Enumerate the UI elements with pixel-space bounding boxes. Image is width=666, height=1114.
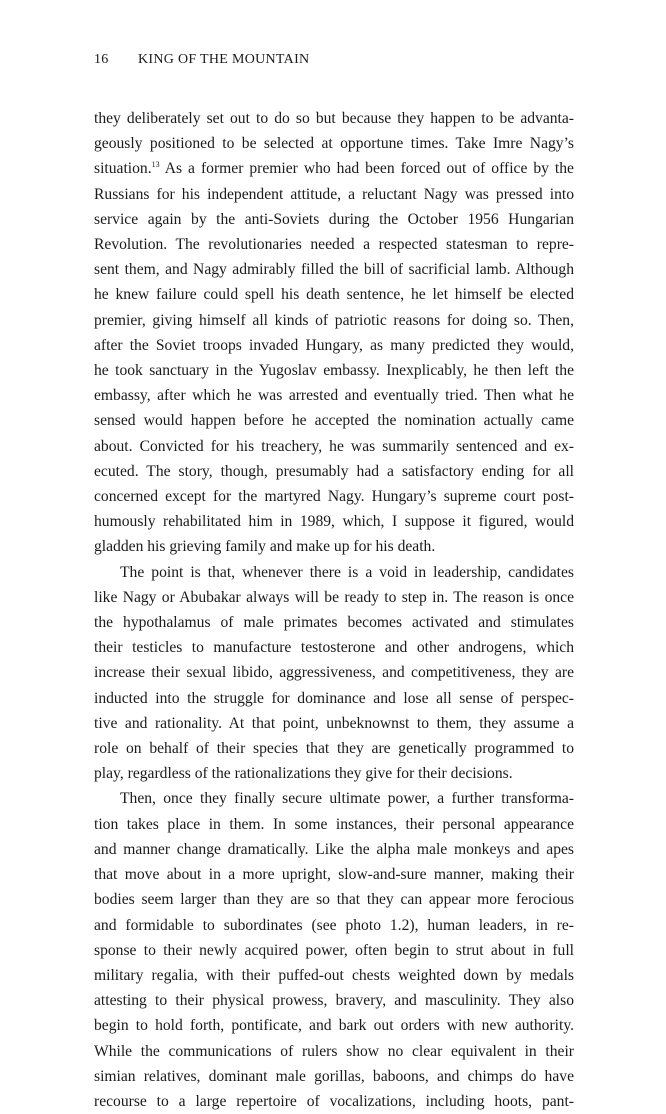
- text-line: like Nagy or Abubakar always will be ready to step in. The reason is once: [94, 588, 574, 606]
- text-line: bodies seem larger than they are so that they can appear more ferocious: [94, 891, 574, 909]
- text-line: gladden his grieving family and make up for his death.: [94, 538, 436, 556]
- text-line: Russians for his independent attitude, a reluctant Nagy was pressed into: [94, 185, 574, 203]
- text-line: role on behalf of their species that they are genetically programmed to: [94, 740, 574, 758]
- text-line: service again by the anti-Soviets during the October 1956 Hungarian: [94, 210, 574, 228]
- text-line: premier, giving himself all kinds of patriotic reasons for doing so. Then,: [94, 311, 574, 329]
- text-line: he knew failure could spell his death sentence, he let himself be elected: [94, 286, 574, 304]
- text-line: their testicles to manufacture testosterone and other androgens, which: [94, 639, 574, 657]
- text-line: sensed would happen before he accepted the nomination actually came: [94, 412, 574, 430]
- paragraph-2: [94, 560, 574, 787]
- text-line: after the Soviet troops invaded Hungary, as many predicted they would,: [94, 336, 574, 354]
- footnote-ref-13: 13: [151, 160, 160, 170]
- running-head-title: KING OF THE MOUNTAIN: [138, 52, 310, 67]
- text-fragment: As a former premier who had been forced out of office by the: [164, 160, 574, 178]
- text-line: about. Convicted for his treachery, he was summarily sentenced and ex-: [94, 437, 574, 455]
- text-line: begin to hold forth, pontificate, and bark out orders with new authority.: [94, 1017, 574, 1035]
- text-line: sponse to their newly acquired power, often begin to strut about in full: [94, 941, 574, 959]
- text-line: The point is that, whenever there is a void in leadership, candidates: [120, 563, 574, 581]
- text-line: tive and rationality. At that point, unbeknownst to them, they assume a: [94, 714, 574, 732]
- text-line: geously positioned to be selected at opportune times. Take Imre Nagy’s: [94, 135, 574, 153]
- text-line: inducted into the struggle for dominance and lose all sense of perspec-: [94, 689, 574, 707]
- text-line: sent them, and Nagy admirably filled the bill of sacrificial lamb. Although: [94, 261, 574, 279]
- text-line: that move about in a more upright, slow-and-sure manner, making their: [94, 866, 574, 884]
- text-line: simian relatives, dominant male gorillas, baboons, and chimps do have: [94, 1067, 574, 1085]
- text-line-with-footnote: [94, 156, 574, 181]
- text-line: embassy, after which he was arrested and eventually tried. Then what he: [94, 387, 574, 405]
- text-line: they deliberately set out to do so but because they happen to be advanta-: [94, 110, 574, 127]
- paragraph-3: [94, 786, 574, 1114]
- text-line: attesting to their physical prowess, bravery, and masculinity. They also: [94, 992, 574, 1010]
- text-line: concerned except for the martyred Nagy. Hungary’s supreme court post-: [94, 488, 574, 506]
- text-line: humously rehabilitated him in 1989, which, I suppose it figured, would: [94, 513, 574, 531]
- text-fragment: situation.: [94, 160, 152, 178]
- text-line: military regalia, with their puffed-out chests weighted down by medals: [94, 966, 574, 984]
- page-number: 16: [94, 52, 109, 67]
- text-line: ecuted. The story, though, presumably had a satisfactory ending for all: [94, 462, 574, 480]
- text-line: Then, once they finally secure ultimate power, a further transforma-: [120, 790, 574, 808]
- text-line: play, regardless of the rationalizations they give for their decisions.: [94, 765, 513, 783]
- body-text: [94, 106, 574, 1114]
- text-line: and formidable to subordinates (see photo 1.2), human leaders, in re-: [94, 916, 574, 934]
- text-line: and manner change dramatically. Like the alpha male monkeys and apes: [94, 840, 574, 858]
- text-line: Revolution. The revolutionaries needed a respected statesman to repre-: [94, 236, 574, 254]
- text-line: tion takes place in them. In some instances, their personal appearance: [94, 815, 574, 833]
- paragraph-1: [94, 106, 574, 560]
- running-head: [94, 52, 309, 68]
- text-line: the hypothalamus of male primates becomes activated and stimulates: [94, 614, 574, 632]
- text-line: recourse to a large repertoire of vocalizations, including hoots, pant-: [94, 1092, 574, 1110]
- text-line: increase their sexual libido, aggressiveness, and competitiveness, they are: [94, 664, 574, 682]
- text-line: While the communications of rulers show no clear equivalent in their: [94, 1042, 574, 1060]
- text-line: he took sanctuary in the Yugoslav embassy. Inexplicably, he then left the: [94, 362, 574, 380]
